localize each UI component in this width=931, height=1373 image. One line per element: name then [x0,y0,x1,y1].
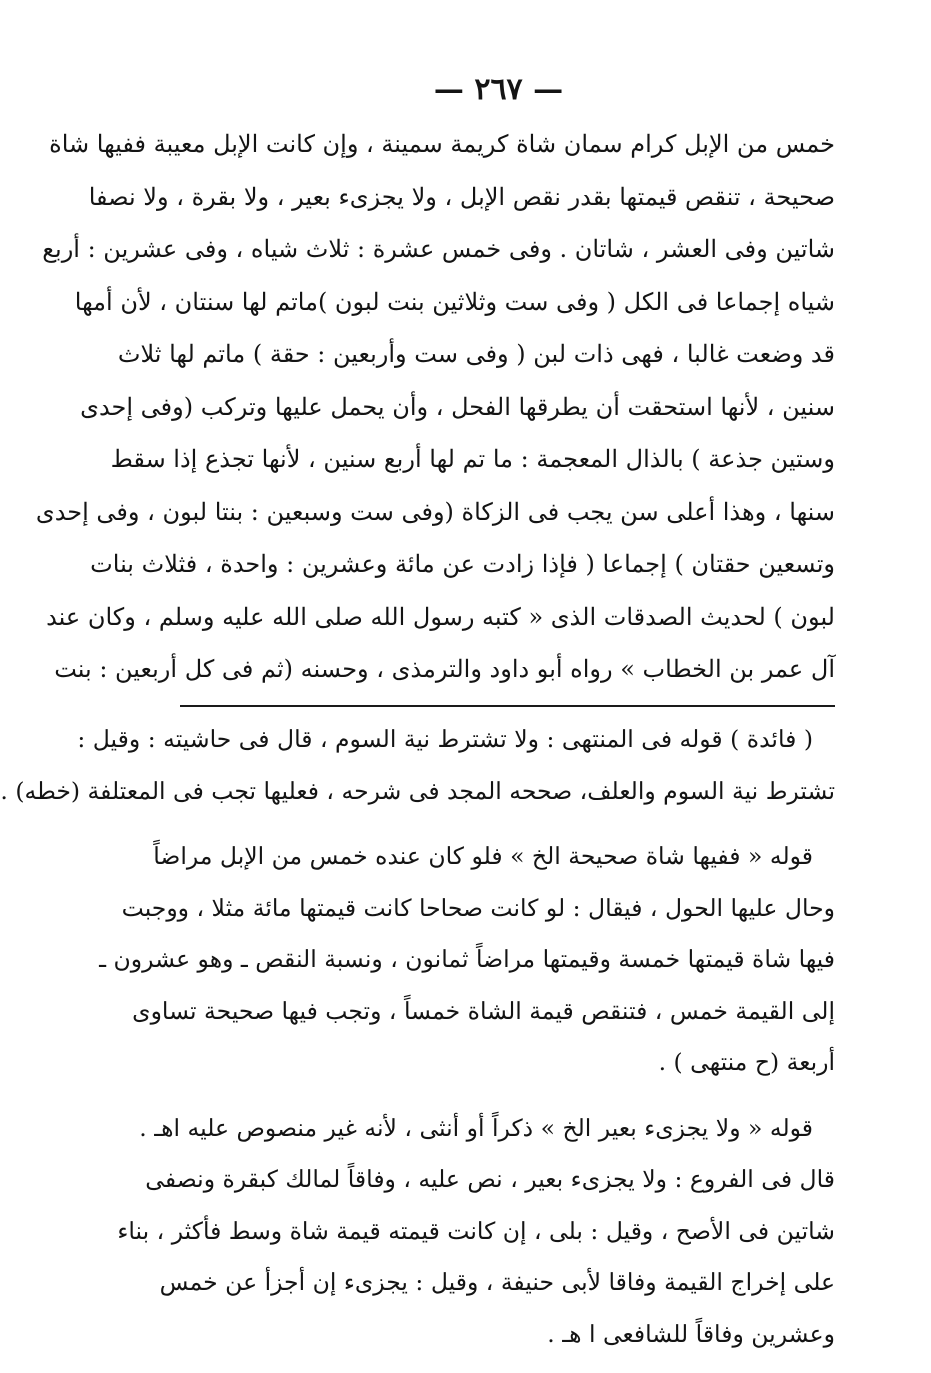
footnote-gap [183,817,835,831]
footnote-line: وعشرين وفاقاً للشافعى ا هـ . [547,1319,835,1348]
main-text-line: صحيحة ، تنقص قيمتها بقدر نقص الإبل ، ولا يجزىء بعير ، ولا بقرة ، ولا نصفا [88,182,835,211]
footnote-line: فيها شاة قيمتها خمسة وقيمتها مراضاً ثمانون ، ونسبة النقص ـ وهو عشرون ـ [99,945,835,973]
footnote-line: قوله « ففيها شاة صحيحة الخ » فلو كان عنده خمس من الإبل مراضاً [153,842,813,870]
main-text-line: وستين جذعة ) بالذال المعجمة : ما تم لها أربع سنين ، لأنها تجذع إذا سقط [110,445,835,473]
footnote-line: ( فائدة ) قوله فى المنتهى : ولا تشترط نية السوم ، قال فى حاشيته : وقيل : [77,725,813,753]
footnote-line: قوله « ولا يجزىء بعير الخ » ذكراً أو أنثى ، لأنه غير منصوص عليه اهـ . [139,1113,813,1142]
main-text-line: قد وضعت غالبا ، فهى ذات لبن ( وفى ست وأربعين : حقة ) ماتم لها ثلاث [117,340,835,368]
footnote-line: على إخراج القيمة وفاقا لأبى حنيفة ، وقيل : يجزىء إن أجزأ عن خمس [159,1268,835,1296]
footnote-line: أربعة (ح منتهى ) . [658,1048,835,1076]
footnote-line: إلى القيمة خمس ، فتنقص قيمة الشاة خمساً ، وتجب فيها صحيحة تساوى [132,996,835,1025]
footnote-line: شاتين فى الأصح ، وقيل : بلى ، إن كانت قيمته قيمة شاة وسط فأكثر ، بناء [117,1216,835,1245]
page-number: — ٢٦٧ — [433,72,564,107]
footnote-line: وحال عليها الحول ، فيقال : لو كانت صحاحا كانت قيمتها مائة مثلا ، ووجبت [121,893,835,922]
main-text-line: لبون ) لحديث الصدقات الذى « كتبه رسول الله صلى الله عليه وسلم ، وكان عند [46,602,835,631]
main-text-line: آل عمر بن الخطاب » رواه أبو داود والترمذى ، وحسنه (ثم فى كل أربعين : بنت [54,655,835,683]
footnote-line: قال فى الفروع : ولا يجزىء بعير ، نص عليه ، وفاقاً لمالك كبقرة ونصفى [145,1165,835,1193]
footnote-divider [180,705,835,707]
main-text-line: وتسعين حقتان ) إجماعا ( فإذا زادت عن مائة وعشرين : واحدة ، فثلاث بنات [90,550,835,578]
main-text-line: شاتين وفى العشر ، شاتان . وفى خمس عشرة : ثلاث شياه ، وفى عشرين : أربع [42,235,835,263]
main-text-line: خمس من الإبل كرام سمان شاة كريمة سمينة ، وإن كانت الإبل معيبة ففيها شاة [49,130,835,158]
footnote-gap [183,1089,835,1103]
main-text-line: سنين ، لأنها استحقت أن يطرقها الفحل ، وأن يحمل عليها وتركب (وفى إحدى [80,392,835,421]
main-text-line: سنها ، وهذا أعلى سن يجب فى الزكاة (وفى ست وسبعين : بنتا لبون ، وفى إحدى [35,497,835,526]
main-text-body [35,118,835,696]
footnotes-section [0,714,835,1360]
main-text-line: شياه إجماعا فى الكل ( وفى ست وثلاثين بنت لبون )ماتم لها سنتان ، لأن أمها [74,287,835,316]
footnote-line: تشترط نية السوم والعلف، صححه المجد فى شرحه ، فعليها تجب فى المعتلفة (خطه) . [0,776,835,805]
